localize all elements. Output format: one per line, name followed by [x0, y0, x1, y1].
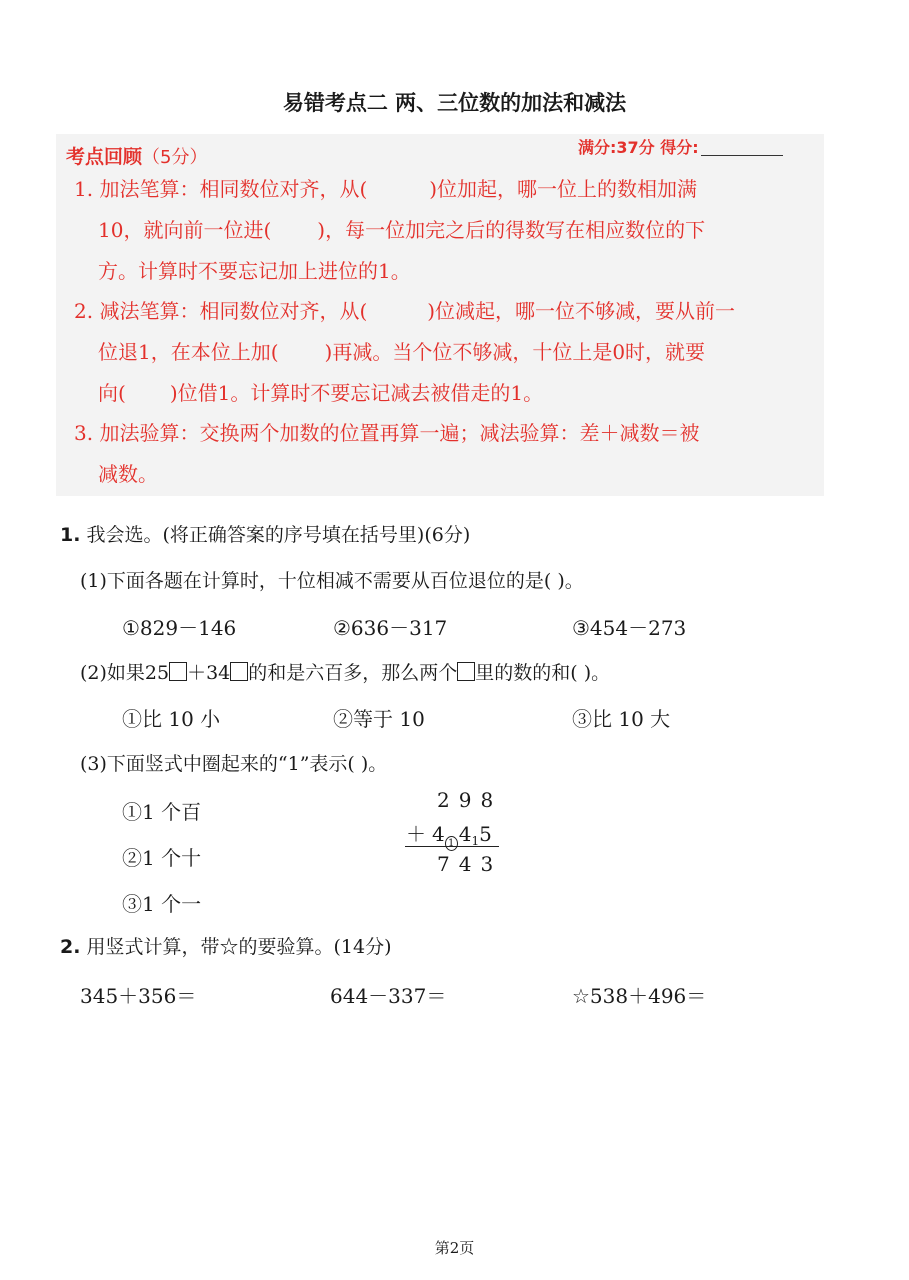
blank-box-icon [457, 662, 475, 681]
calc-problem-3: ☆538＋496＝ [572, 984, 707, 1008]
q1-sub3-option-1[interactable]: ①1 个百 [122, 800, 202, 824]
vertical-addend-1: 298 [437, 788, 503, 812]
review-item-1-line-2: 10，就向前一位进( )，每一位加完之后的得数写在相应数位的下 [98, 218, 706, 242]
review-points: （5分） [142, 147, 208, 168]
q1-sub1-option-2[interactable]: ②636－317 [333, 616, 448, 640]
review-heading-label: 考点回顾 [66, 146, 143, 168]
score-label: 满分:37分 得分: [578, 138, 699, 157]
q1-sub2-option-2[interactable]: ②等于 10 [333, 707, 425, 731]
review-item-2-line-1: 2. 减法笔算：相同数位对齐，从( )位减起，哪一位不够减，要从前一 [74, 299, 736, 323]
calc-problem-2: 644－337＝ [330, 984, 447, 1008]
review-item-1-line-3: 方。计算时不要忘记加上进位的1。 [98, 259, 411, 283]
question-2-number: 2. [60, 936, 81, 958]
review-heading [66, 142, 207, 169]
page-number: 第2页 [434, 1239, 475, 1257]
q1-sub2-prompt: (2)如果25 ＋34 的和是六百多，那么两个 里的数的和( )。 [80, 662, 611, 684]
blank-box-icon [169, 662, 187, 681]
review-item-3-line-1: 3. 加法验算：交换两个加数的位置再算一遍；减法验算：差＋减数＝被 [74, 421, 700, 445]
blank-box-icon [230, 662, 248, 681]
carry-digit: 1 [471, 834, 480, 848]
question-1-number: 1. [60, 524, 81, 546]
page-title: 易错考点二 两、三位数的加法和减法 [282, 91, 627, 115]
vertical-sum: 743 [437, 852, 503, 876]
question-1-heading [60, 520, 470, 547]
q1-sub2-option-1[interactable]: ①比 10 小 [122, 707, 221, 731]
q1-sub2-option-3[interactable]: ③比 10 大 [572, 707, 671, 731]
vertical-sum-line [405, 846, 499, 847]
question-1-text: 我会选。(将正确答案的序号填在括号里)(6分) [86, 524, 471, 546]
q1-sub1-prompt: (1)下面各题在计算时，十位相减不需要从百位退位的是( )。 [80, 570, 584, 592]
score-line [578, 135, 783, 158]
review-item-2-line-2: 位退1，在本位上加( )再减。当个位不够减，十位上是0时，就要 [98, 340, 706, 364]
circled-carry-digit: 1 [445, 836, 458, 851]
q1-sub1-option-1[interactable]: ①829－146 [122, 616, 237, 640]
question-2-text: 用竖式计算，带☆的要验算。(14分) [86, 936, 392, 958]
score-blank[interactable] [701, 155, 783, 156]
q1-sub3-prompt: (3)下面竖式中圈起来的“1”表示( )。 [80, 753, 388, 775]
review-item-3-line-2: 减数。 [98, 462, 158, 486]
q1-sub3-option-2[interactable]: ②1 个十 [122, 846, 202, 870]
calc-problem-1: 345＋356＝ [80, 984, 197, 1008]
plus-sign: ＋ [406, 822, 426, 846]
vertical-addend-2: ＋ 4 1 $4_15$ [406, 822, 492, 849]
q1-sub3-option-3[interactable]: ③1 个一 [122, 892, 202, 916]
review-item-1-line-1: 1. 加法笔算：相同数位对齐，从( )位加起，哪一位上的数相加满 [74, 177, 698, 201]
q1-sub1-option-3[interactable]: ③454－273 [572, 616, 687, 640]
review-item-2-line-3: 向( )位借1。计算时不要忘记减去被借走的1。 [98, 381, 544, 405]
question-2-heading [60, 932, 392, 959]
